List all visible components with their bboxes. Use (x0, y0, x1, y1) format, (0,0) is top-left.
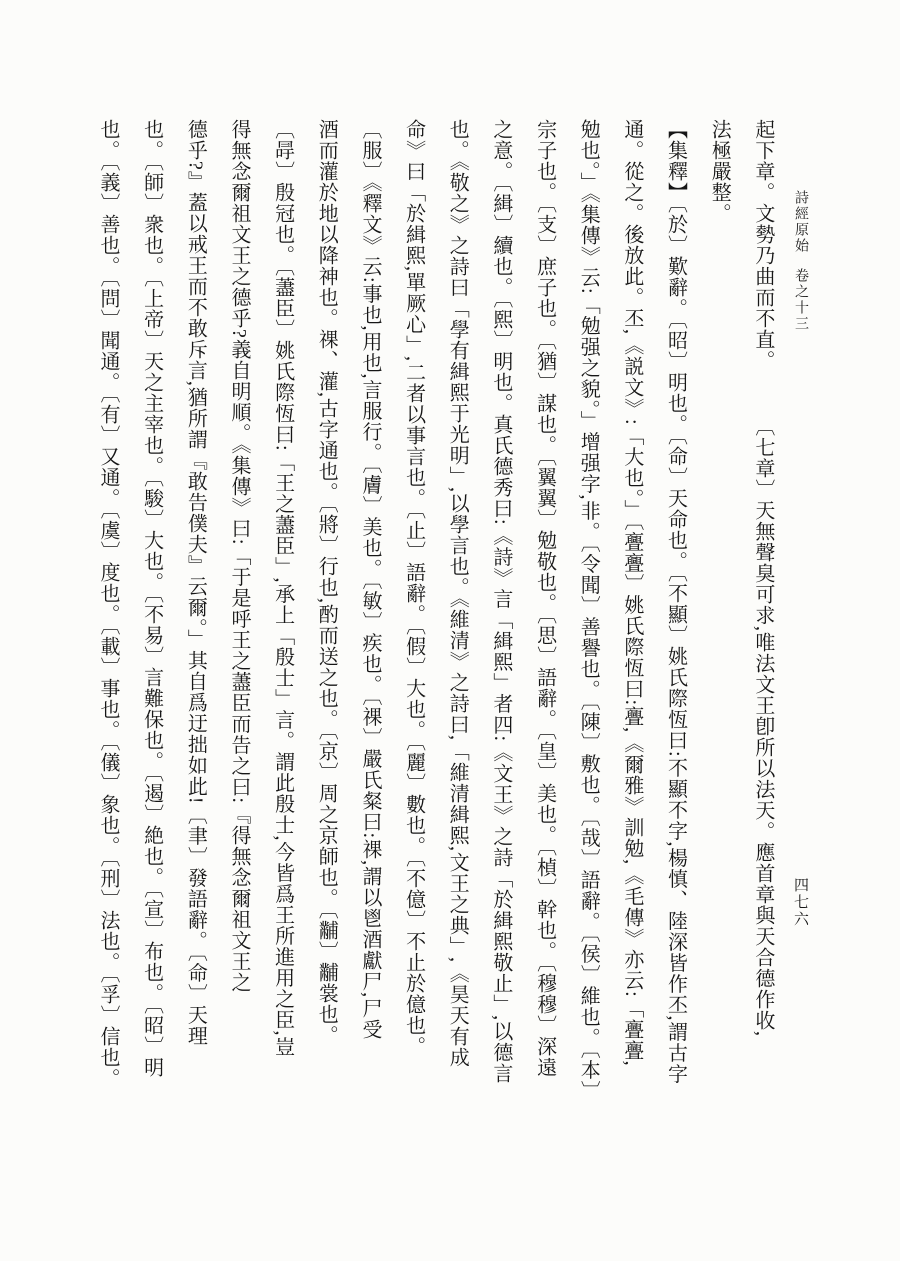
text-column (401, 119, 427, 1171)
section-spacer (762, 371, 763, 416)
text-column (706, 119, 732, 1171)
text-column (270, 119, 296, 1171)
text-column (488, 119, 514, 1171)
column-segment: 〔服〕《釋文》云:事也,用也,言服行。〔膚〕美也。〔敏〕疾也。〔祼〕嚴氏粲曰:祼,謂以鬯酒獻尸,尸受 (358, 119, 381, 1041)
running-title-book: 詩經原始 (793, 190, 808, 254)
page-number: 四七六 (792, 877, 808, 928)
column-segment: 酒而灌於地以降神也。祼、灌,古字通也。〔將〕行也,酌而送之也。〔京〕周之京師也。〔黼〕黼裳也。 (315, 119, 338, 1046)
text-column (139, 119, 165, 1171)
column-segment: 也。〔師〕衆也。〔上帝〕天之主宰也。〔駿〕大也。〔不易〕言難保也。〔遏〕絶也。〔宣〕布也。〔昭〕明 (140, 119, 163, 1078)
column-segment: 命》曰「於緝熙,單厥心」,二者以事言也。〔止〕語辭。〔假〕大也。〔麗〕數也。〔不億〕不止於億也。 (402, 119, 425, 1057)
column-segment: 通。從之。後放此。丕,《説文》:「大也。」〔亹亹〕姚氏際恆曰:亹,《爾雅》訓勉,《毛傳》亦云:「亹亹, (620, 119, 643, 1067)
column-segment: 宗子也。〔支〕庶子也。〔猶〕謀也。〔翼翼〕勉敬也。〔思〕語辭。〔皇〕美也。〔楨〕幹也。〔穆穆〕深遠 (533, 119, 556, 1078)
column-segment: 也。〔義〕善也。〔問〕聞通。〔有〕又通。〔虞〕度也。〔載〕事也。〔儀〕象也。〔刑〕法也。〔孚〕信也。 (97, 119, 119, 1089)
running-title-volume: 卷之十三 (793, 268, 808, 332)
column-segment: 德乎?』蓋以戒王而不敢斥言,猶所謂『敢告僕夫』云爾。」其自爲迂拙如此!〔聿〕發語辭。〔命〕天理 (184, 119, 207, 1047)
text-column (182, 119, 208, 1171)
text-column (663, 119, 689, 1171)
text-column (313, 119, 339, 1171)
text-column (226, 119, 252, 1171)
column-segment: 【集釋】〔於〕歎辭。〔昭〕明也。〔命〕天命也。〔不顯〕姚氏際恆曰:不顯不字,楊慎、陸深皆作丕,謂古字 (664, 119, 687, 1085)
text-column (619, 119, 645, 1171)
running-title (786, 190, 814, 332)
column-segment: 〔冔〕殷冠也。〔藎臣〕姚氏際恆曰:「王之藎臣」,承上「殷士」言。謂此殷士,今皆爲王所進用之臣,豈 (271, 119, 294, 1058)
column-segment: 〔七章〕天無聲臭可求,唯法文王卽所以法天。應首章與天合德作收, (751, 416, 774, 1037)
column-segment: 也。《敬之》之詩曰「學有緝熙于光明」,以學言也。《維清》之詩曰,「維清緝熙,文王之典」,《昊天有成 (446, 119, 469, 1068)
column-segment: 得無念爾祖文王之德乎?義自明順。《集傳》曰:「于是呼王之藎臣而告之曰:『得無念爾祖文王之 (227, 119, 250, 993)
page-margin-strip (786, 0, 814, 1261)
text-column (357, 119, 383, 1171)
text-column (95, 119, 121, 1171)
column-segment: 勉也。」《集傳》云:「勉强之貌。」增强字,非。〔令聞〕善譽也。〔陳〕敷也。〔哉〕語辭。〔侯〕維也。〔本〕 (577, 119, 600, 1102)
column-segment: 起下章。文勢乃曲而不直。 (751, 119, 774, 371)
text-column (532, 119, 558, 1171)
title-spacer (800, 254, 801, 268)
text-column (444, 119, 470, 1171)
column-segment: 法極嚴整。 (708, 119, 731, 224)
text-column (750, 119, 776, 1171)
text-column (575, 119, 601, 1171)
text-body (95, 119, 776, 1171)
column-segment: 之意。〔緝〕續也。〔熙〕明也。真氏德秀曰:《詩》言「緝熙」者四:《文王》之詩「於緝熙敬止」,以德言 (489, 119, 512, 1085)
